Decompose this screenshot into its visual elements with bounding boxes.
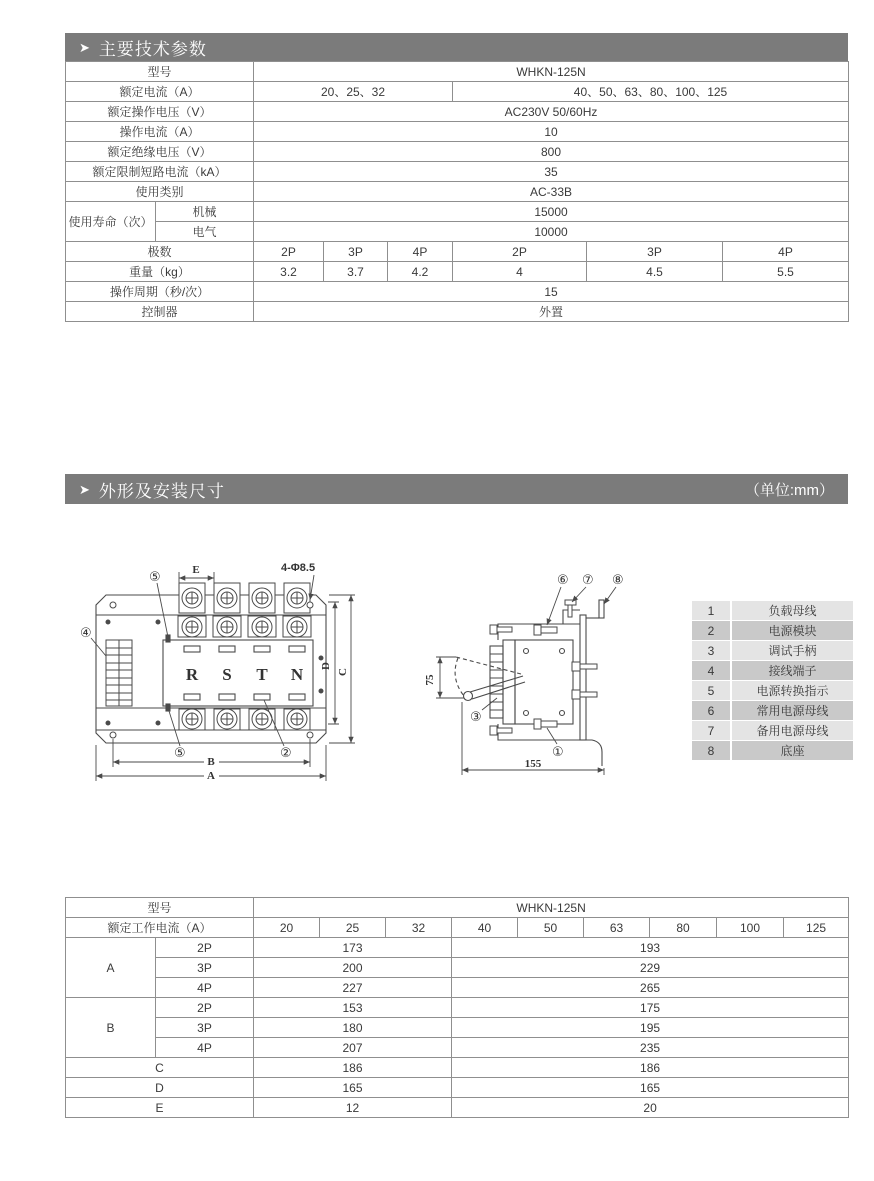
legend-number: 6: [692, 701, 730, 720]
dims-pole-label: 4P: [156, 1038, 254, 1058]
dims-value: 165: [452, 1078, 849, 1098]
phase-s: S: [222, 665, 232, 684]
dims-value: WHKN-125N: [254, 898, 849, 918]
legend-row: [692, 681, 853, 700]
dims-group-label: A: [66, 938, 156, 998]
legend-number: 1: [692, 601, 730, 620]
dims-value: 12: [254, 1098, 452, 1118]
callout-1: ①: [552, 744, 564, 759]
spec-sublabel: 机械: [156, 202, 254, 222]
front-view-drawing: [78, 558, 388, 798]
legend-number: 8: [692, 741, 730, 760]
spec-value: 4P: [388, 242, 453, 262]
dims-value: 265: [452, 978, 849, 998]
dims-pole-label: 2P: [156, 938, 254, 958]
spec-value: 4: [453, 262, 587, 282]
spec-row-insulation: [66, 142, 849, 162]
spec-value: 3P: [587, 242, 723, 262]
phase-labels: [186, 665, 304, 684]
spec-row-weight: [66, 262, 849, 282]
dims-value: 165: [254, 1078, 452, 1098]
legend-label: 常用电源母线: [732, 701, 853, 720]
dim-d-label: D: [320, 662, 332, 670]
legend-label: 底座: [732, 741, 853, 760]
dimensions-table: [65, 897, 849, 1118]
dims-label: 型号: [66, 898, 254, 918]
dims-value: 235: [452, 1038, 849, 1058]
dims-value: 25: [320, 918, 386, 938]
dims-value: 195: [452, 1018, 849, 1038]
legend-row: [692, 661, 853, 680]
spec-value: 3.2: [254, 262, 324, 282]
section-header-specs: [65, 33, 848, 61]
spec-value: 15000: [254, 202, 849, 222]
dims-value: 207: [254, 1038, 452, 1058]
unit-note: （单位:mm）: [744, 481, 834, 499]
legend-row: [692, 641, 853, 660]
legend-row: [692, 721, 853, 740]
spec-value: 2P: [254, 242, 324, 262]
side-view-drawing: [420, 560, 660, 795]
spec-label: 额定限制短路电流（kA）: [66, 162, 254, 182]
dims-value: 32: [386, 918, 452, 938]
spec-row-cycle: [66, 282, 849, 302]
dims-row-e: [66, 1098, 849, 1118]
legend-label: 电源模块: [732, 621, 853, 640]
spec-value: 3.7: [324, 262, 388, 282]
dims-value: 173: [254, 938, 452, 958]
dims-row-c: [66, 1058, 849, 1078]
spec-row-life-elec: [66, 222, 849, 242]
spec-label: 重量（kg）: [66, 262, 254, 282]
dims-value: 80: [650, 918, 717, 938]
dim-e-label: E: [192, 564, 200, 576]
legend-label: 接线端子: [732, 661, 853, 680]
spec-value: 35: [254, 162, 849, 182]
callout-4: ④: [80, 625, 92, 640]
spec-value: 3P: [324, 242, 388, 262]
spec-value: AC-33B: [254, 182, 849, 202]
dims-pole-label: 4P: [156, 978, 254, 998]
terminal-block-comb: [106, 640, 132, 706]
phase-t: T: [256, 665, 268, 684]
spec-label: 额定操作电压（V）: [66, 102, 254, 122]
dims-label: D: [66, 1078, 254, 1098]
spec-value: 800: [254, 142, 849, 162]
dims-value: 227: [254, 978, 452, 998]
callout-2: ②: [280, 745, 292, 760]
dims-value: 40: [452, 918, 518, 938]
spec-label: 操作电流（A）: [66, 122, 254, 142]
spec-value: 20、25、32: [254, 82, 453, 102]
legend-row: [692, 601, 853, 620]
dims-row-a-4p: [66, 978, 849, 998]
dim-a-label: A: [207, 770, 215, 782]
dims-label: E: [66, 1098, 254, 1118]
section-header-dimensions: [65, 474, 848, 504]
spec-label: 操作周期（秒/次）: [66, 282, 254, 302]
spec-label: 控制器: [66, 302, 254, 322]
spec-row-life-mech: [66, 202, 849, 222]
dim-155-label: 155: [524, 758, 542, 770]
dims-value: 193: [452, 938, 849, 958]
spec-value: 40、50、63、80、100、125: [453, 82, 849, 102]
dims-value: 125: [784, 918, 849, 938]
spec-row-utilization: [66, 182, 849, 202]
arrow-icon: ➤: [79, 39, 91, 55]
dims-value: 180: [254, 1018, 452, 1038]
legend-row: [692, 701, 853, 720]
parts-legend: [692, 601, 853, 761]
dim-75-label: 75: [424, 674, 436, 686]
dims-pole-label: 3P: [156, 1018, 254, 1038]
callout-8: ⑧: [612, 572, 624, 587]
dims-value: 186: [452, 1058, 849, 1078]
spec-sublabel: 电气: [156, 222, 254, 242]
spec-value: WHKN-125N: [254, 62, 849, 82]
dims-pole-label: 3P: [156, 958, 254, 978]
hole-note-label: 4-Φ8.5: [281, 562, 316, 574]
spec-label: 使用类别: [66, 182, 254, 202]
dimension-lines: [436, 587, 616, 775]
spec-row-op-voltage: [66, 102, 849, 122]
phase-n: N: [290, 665, 304, 684]
spec-value: 2P: [453, 242, 587, 262]
spec-value: 4P: [723, 242, 849, 262]
legend-number: 3: [692, 641, 730, 660]
spec-row-short-circuit: [66, 162, 849, 182]
dims-row-d: [66, 1078, 849, 1098]
dims-value: 20: [452, 1098, 849, 1118]
dims-value: 20: [254, 918, 320, 938]
legend-row: [692, 741, 853, 760]
spec-value: AC230V 50/60Hz: [254, 102, 849, 122]
legend-label: 负载母线: [732, 601, 853, 620]
spec-row-op-current: [66, 122, 849, 142]
legend-number: 4: [692, 661, 730, 680]
dims-row-a-3p: [66, 958, 849, 978]
spec-label: 额定绝缘电压（V）: [66, 142, 254, 162]
spec-value: 15: [254, 282, 849, 302]
legend-row: [692, 621, 853, 640]
spec-value: 4.5: [587, 262, 723, 282]
spec-row-poles: [66, 242, 849, 262]
dims-group-label: B: [66, 998, 156, 1058]
dims-label: 额定工作电流（A）: [66, 918, 254, 938]
dims-value: 153: [254, 998, 452, 1018]
dims-value: 186: [254, 1058, 452, 1078]
legend-label: 调试手柄: [732, 641, 853, 660]
specs-table: [65, 61, 849, 322]
callout-6: ⑥: [557, 572, 569, 587]
spec-value: 5.5: [723, 262, 849, 282]
dims-row-model: [66, 898, 849, 918]
spec-row-controller: [66, 302, 849, 322]
dims-value: 100: [717, 918, 784, 938]
dims-row-b-2p: [66, 998, 849, 1018]
dims-row-b-4p: [66, 1038, 849, 1058]
dim-b-label: B: [207, 756, 215, 768]
dims-value: 63: [584, 918, 650, 938]
spec-value: 4.2: [388, 262, 453, 282]
dims-pole-label: 2P: [156, 998, 254, 1018]
arrow-icon: ➤: [79, 481, 91, 497]
legend-number: 5: [692, 681, 730, 700]
dims-label: C: [66, 1058, 254, 1078]
legend-label: 备用电源母线: [732, 721, 853, 740]
spec-row-model: [66, 62, 849, 82]
legend-label: 电源转换指示: [732, 681, 853, 700]
legend-number: 7: [692, 721, 730, 740]
callout-5-top: ⑤: [149, 569, 161, 584]
dims-value: 175: [452, 998, 849, 1018]
dim-c-label: C: [337, 668, 349, 676]
dims-row-currents: [66, 918, 849, 938]
dims-value: 200: [254, 958, 452, 978]
dims-row-b-3p: [66, 1018, 849, 1038]
section-title-dimensions: 外形及安装尺寸: [98, 481, 225, 501]
spec-label: 型号: [66, 62, 254, 82]
spec-row-rated-current: [66, 82, 849, 102]
spec-value: 外置: [254, 302, 849, 322]
dims-value: 50: [518, 918, 584, 938]
spec-label: 极数: [66, 242, 254, 262]
dims-value: 229: [452, 958, 849, 978]
spec-value: 10000: [254, 222, 849, 242]
callout-3: ③: [470, 709, 482, 724]
bolts: [490, 600, 597, 735]
section-title-specs: 主要技术参数: [98, 39, 207, 59]
phase-r: R: [185, 665, 199, 684]
callout-5-bottom: ⑤: [174, 745, 186, 760]
dims-row-a-2p: [66, 938, 849, 958]
spec-value: 10: [254, 122, 849, 142]
spec-label: 额定电流（A）: [66, 82, 254, 102]
mounting-bracket: [580, 600, 604, 766]
spec-label: 使用寿命（次）: [66, 202, 156, 242]
callout-7: ⑦: [582, 572, 594, 587]
legend-number: 2: [692, 621, 730, 640]
